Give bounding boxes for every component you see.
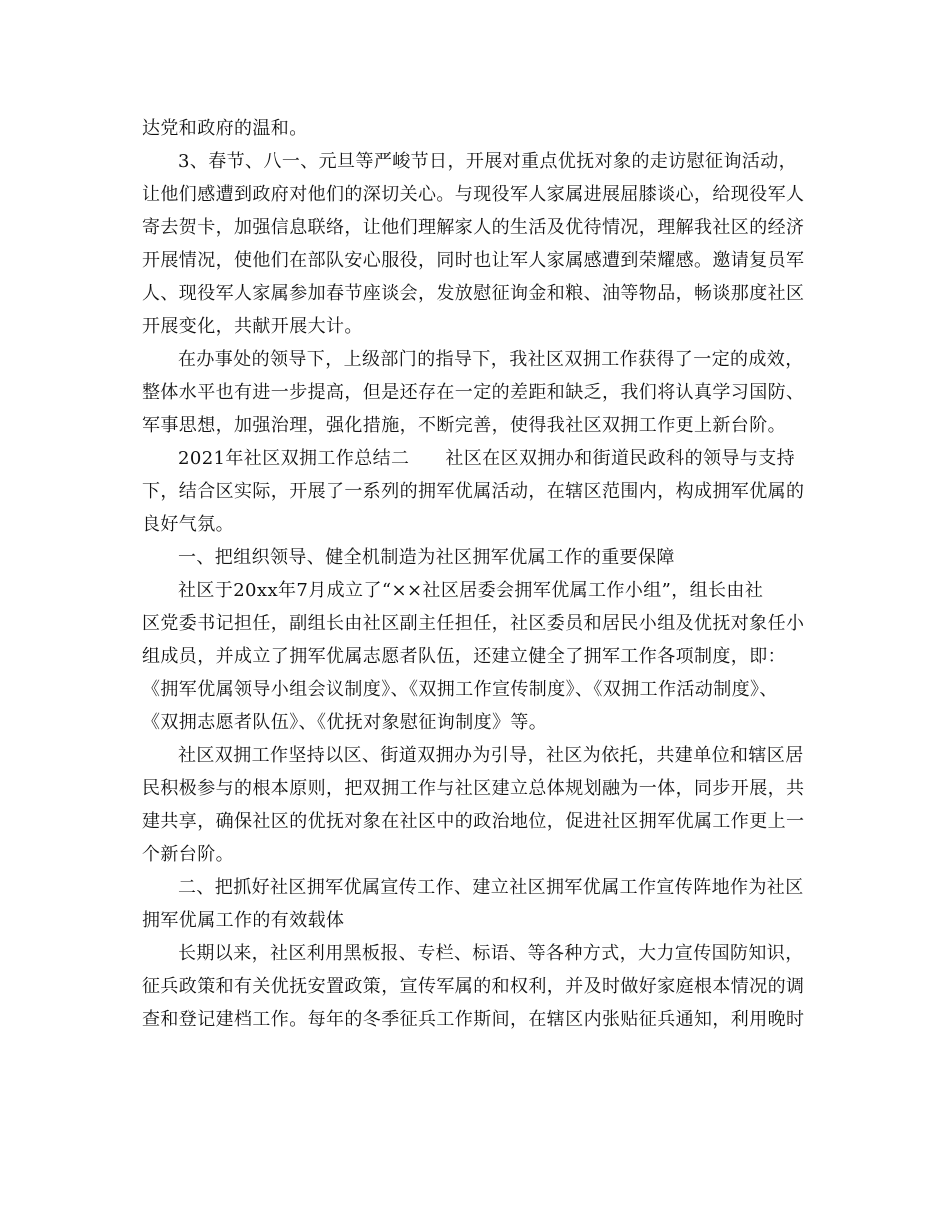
text-line: 查和登记建档工作。每年的冬季征兵工作斯间，在辖区内张贴征兵通知，利用晚时 — [142, 1009, 805, 1030]
text-line: 整体水平也有进一步提高，但是还存在一定的差距和缺乏，我们将认真学习国防、 — [142, 382, 805, 403]
summary-title: 2021年社区双拥工作总结二 — [178, 448, 410, 469]
text-line: 人、现役军人家属参加春节座谈会，发放慰征询金和粮、油等物品，畅谈那度社区 — [142, 283, 805, 304]
text-line: 开展情况，使他们在部队安心服役，同时也让军人家属感遭到荣耀感。邀请复员军 — [142, 250, 805, 271]
text-line: 长期以来，社区利用黑板报、专栏、标语、等各种方式，大力宣传国防知识， — [178, 943, 804, 964]
text-line: 建共享，确保社区的优抚对象在社区中的政治地位，促进社区拥军优属工作更上一 — [142, 811, 805, 832]
section-heading-one: 一、把组织领导、健全机制造为社区拥军优属工作的重要保障 — [178, 547, 675, 568]
text-line: 让他们感遭到政府对他们的深切关心。与现役军人家属进展屈膝谈心，给现役军人 — [142, 184, 805, 205]
text-line: 民积极参与的根本原则，把双拥工作与社区建立总体规划融为一体，同步开展，共 — [142, 778, 805, 799]
text-line: 区党委书记担任，副组长由社区副主任担任，社区委员和居民小组及优抚对象任小 — [142, 613, 805, 634]
section-heading-two: 二、把抓好社区拥军优属宣传工作、建立社区拥军优属工作宣传阵地作为社区 — [178, 877, 804, 898]
text-line: 达党和政府的温和。 — [142, 118, 308, 139]
text-line: 《拥军优属领导小组会议制度》、《双拥工作宣传制度》、《双拥工作活动制度》、 — [142, 679, 778, 700]
text-line: 良好气氛。 — [142, 514, 234, 535]
text-line: 3、春节、八一、元旦等严峻节日，开展对重点优抚对象的走访慰征询活动， — [178, 151, 798, 172]
text-line: 社区双拥工作坚持以区、街道双拥办为引导，社区为依托，共建单位和辖区居 — [178, 745, 804, 766]
text-line: 《双拥志愿者队伍》、《优抚对象慰征询制度》等。 — [142, 712, 548, 733]
section-heading-two-continuation: 拥军优属工作的有效载体 — [142, 910, 345, 931]
text-line: 寄去贺卡，加强信息联络，让他们理解家人的生活及优待情况，理解我社区的经济 — [142, 217, 805, 238]
text-line: 在办事处的领导下，上级部门的指导下，我社区双拥工作获得了一定的成效， — [178, 349, 804, 370]
text-line: 开展变化，共献开展大计。 — [142, 316, 363, 337]
text-line: 下，结合区实际，开展了一系列的拥军优属活动，在辖区范围内，构成拥军优属的 — [142, 481, 805, 502]
text-line: 社区于20xx年7月成立了“××社区居委会拥军优属工作小组”，组长由社 — [178, 580, 764, 601]
text-line: 组成员，并成立了拥军优属志愿者队伍，还建立健全了拥军工作各项制度，即： — [142, 646, 786, 667]
document-body — [142, 112, 822, 1036]
text-line: 军事思想，加强治理，强化措施，不断完善，使得我社区双拥工作更上新台阶。 — [142, 415, 786, 436]
summary-intro-start: 社区在区双拥办和街道民政科的领导与支持 — [445, 448, 796, 469]
summary-title-line — [142, 442, 822, 475]
text-line: 征兵政策和有关优抚安置政策，宣传军属的和权利，并及时做好家庭根本情况的调 — [142, 976, 805, 997]
text-line: 个新台阶。 — [142, 844, 234, 865]
